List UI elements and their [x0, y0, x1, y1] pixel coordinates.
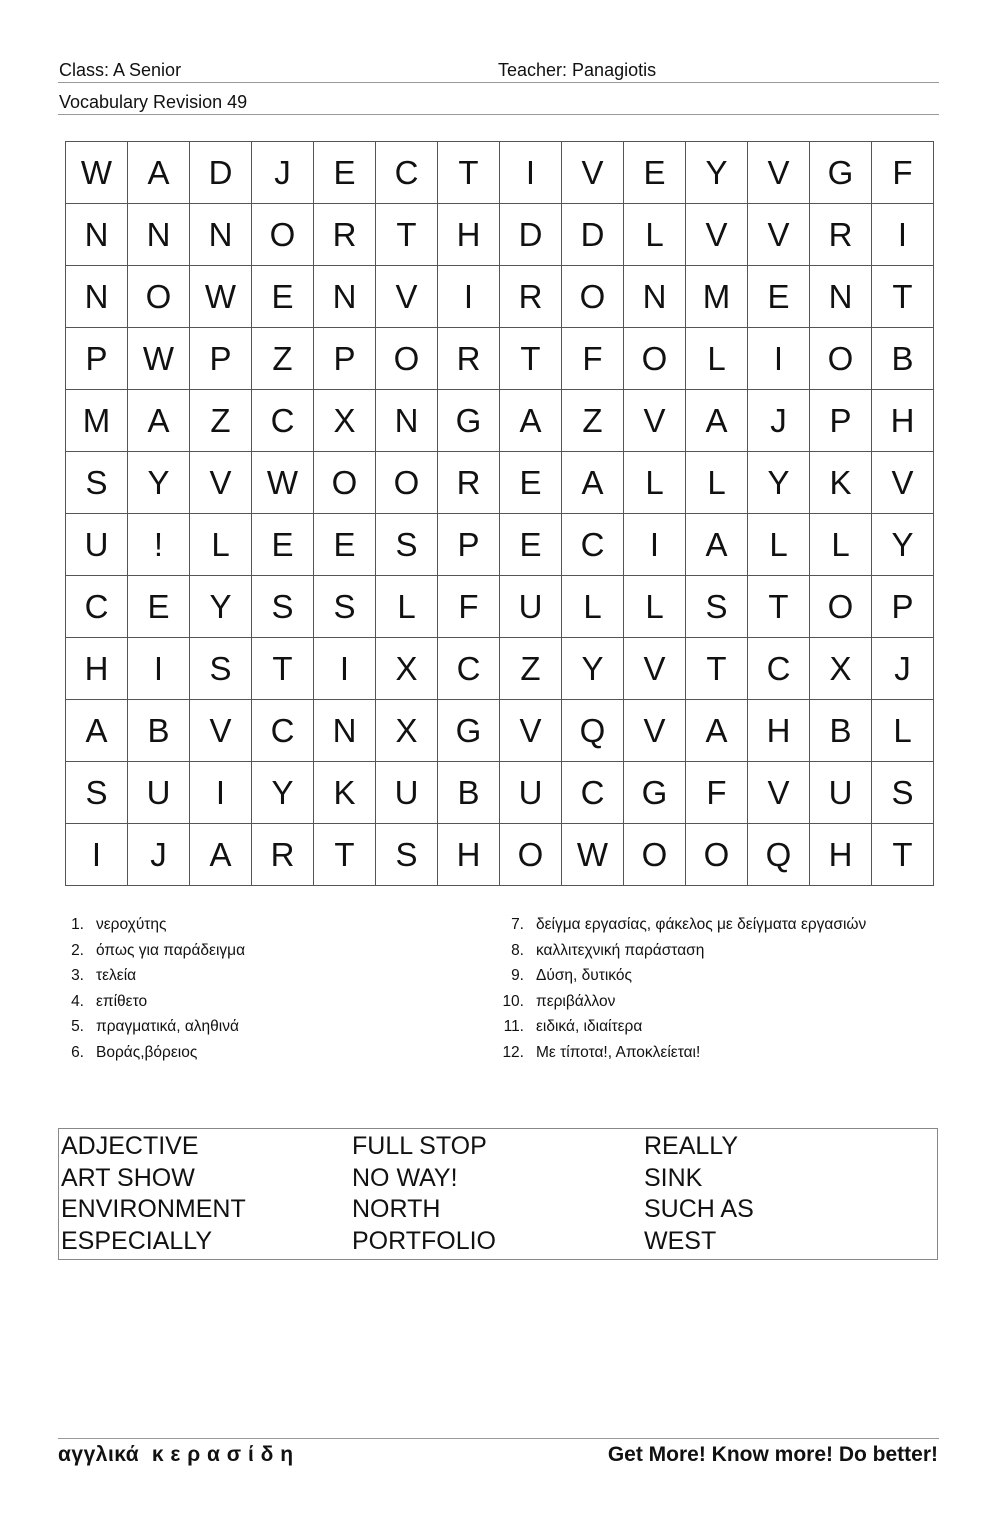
word-bank-word: NO WAY!: [352, 1163, 458, 1192]
clue-number: 7.: [511, 916, 524, 933]
grid-cell: N: [376, 390, 438, 452]
grid-cell: I: [128, 638, 190, 700]
grid-row: [66, 142, 934, 204]
grid-cell: N: [314, 700, 376, 762]
grid-cell: V: [624, 700, 686, 762]
grid-cell: O: [810, 328, 872, 390]
grid-cell: V: [748, 204, 810, 266]
word-bank-word: PORTFOLIO: [352, 1226, 497, 1255]
grid-row: [66, 452, 934, 514]
clue-item: [60, 1014, 245, 1040]
grid-cell: V: [686, 204, 748, 266]
grid-cell: F: [438, 576, 500, 638]
clue-item: [492, 1040, 866, 1066]
grid-cell: E: [128, 576, 190, 638]
grid-cell: R: [314, 204, 376, 266]
grid-cell: !: [128, 514, 190, 576]
grid-cell: U: [810, 762, 872, 824]
grid-cell: E: [314, 514, 376, 576]
word-bank: [58, 1128, 938, 1260]
grid-cell: I: [314, 638, 376, 700]
grid-cell: B: [872, 328, 934, 390]
clue-text: Με τίποτα!, Αποκλείεται!: [536, 1043, 701, 1061]
grid-cell: A: [128, 142, 190, 204]
grid-cell: H: [66, 638, 128, 700]
grid-cell: L: [686, 452, 748, 514]
grid-cell: O: [376, 452, 438, 514]
grid-cell: Y: [128, 452, 190, 514]
grid-cell: E: [314, 142, 376, 204]
grid-cell: X: [376, 700, 438, 762]
grid-cell: C: [748, 638, 810, 700]
grid-cell: E: [252, 266, 314, 328]
grid-cell: Y: [686, 142, 748, 204]
grid-cell: W: [128, 328, 190, 390]
grid-cell: D: [562, 204, 624, 266]
grid-cell: E: [748, 266, 810, 328]
word-bank-word: FULL STOP: [352, 1132, 487, 1160]
grid-cell: W: [190, 266, 252, 328]
clue-text: καλλιτεχνική παράσταση: [536, 941, 705, 959]
grid-cell: X: [314, 390, 376, 452]
clue-item: [492, 989, 866, 1015]
grid-cell: L: [872, 700, 934, 762]
grid-cell: Q: [748, 824, 810, 886]
grid-cell: U: [376, 762, 438, 824]
grid-cell: S: [376, 514, 438, 576]
grid-cell: H: [438, 204, 500, 266]
word-bank-word: ESPECIALLY: [61, 1226, 213, 1255]
grid-cell: T: [314, 824, 376, 886]
grid-cell: J: [872, 638, 934, 700]
grid-cell: T: [872, 266, 934, 328]
grid-cell: N: [190, 204, 252, 266]
grid-cell: I: [190, 762, 252, 824]
grid-cell: N: [66, 204, 128, 266]
grid-cell: U: [500, 762, 562, 824]
clue-number: 12.: [502, 1043, 524, 1061]
grid-cell: L: [190, 514, 252, 576]
grid-cell: D: [500, 204, 562, 266]
grid-row: [66, 824, 934, 886]
clue-number: 10.: [502, 992, 524, 1010]
footer-brand: αγγλικά κ ε ρ α σ ί δ η: [58, 1443, 294, 1466]
grid-cell: K: [810, 452, 872, 514]
grid-cell: V: [500, 700, 562, 762]
clue-number: 11.: [503, 1018, 524, 1036]
grid-cell: Z: [500, 638, 562, 700]
grid-cell: P: [314, 328, 376, 390]
clue-number: 4.: [71, 992, 84, 1010]
clue-item: [492, 938, 866, 964]
grid-cell: C: [562, 762, 624, 824]
grid-cell: A: [686, 700, 748, 762]
grid-cell: I: [748, 328, 810, 390]
grid-cell: B: [438, 762, 500, 824]
grid-cell: Y: [872, 514, 934, 576]
grid-cell: R: [252, 824, 314, 886]
grid-row: [66, 328, 934, 390]
grid-row: [66, 204, 934, 266]
clue-text: όπως για παράδειγμα: [96, 941, 246, 959]
grid-row: [66, 700, 934, 762]
grid-cell: N: [66, 266, 128, 328]
clue-number: 9.: [511, 967, 524, 985]
grid-cell: L: [376, 576, 438, 638]
grid-cell: W: [562, 824, 624, 886]
grid-cell: S: [252, 576, 314, 638]
grid-row: [66, 576, 934, 638]
header-divider: [58, 82, 939, 83]
clue-text: ειδικά, ιδιαίτερα: [536, 1018, 643, 1036]
grid-cell: P: [66, 328, 128, 390]
grid-cell: O: [252, 204, 314, 266]
clue-text: πραγματικά, αληθινά: [96, 1018, 239, 1036]
worksheet-subtitle: Vocabulary Revision 49: [59, 92, 248, 112]
grid-cell: M: [686, 266, 748, 328]
grid-cell: N: [624, 266, 686, 328]
subtitle-divider: [58, 114, 939, 115]
grid-row: [66, 638, 934, 700]
grid-cell: Y: [748, 452, 810, 514]
grid-cell: H: [810, 824, 872, 886]
grid-cell: Y: [252, 762, 314, 824]
grid-cell: C: [66, 576, 128, 638]
grid-cell: L: [686, 328, 748, 390]
grid-cell: S: [66, 452, 128, 514]
grid-cell: F: [686, 762, 748, 824]
grid-cell: K: [314, 762, 376, 824]
grid-cell: I: [438, 266, 500, 328]
clue-text: νεροχύτης: [96, 916, 167, 933]
grid-cell: I: [872, 204, 934, 266]
clue-item: [60, 912, 245, 938]
grid-cell: Z: [190, 390, 252, 452]
grid-cell: V: [624, 390, 686, 452]
clue-text: περιβάλλον: [536, 992, 616, 1010]
grid-cell: P: [872, 576, 934, 638]
teacher-label: Teacher: Panagiotis: [498, 60, 657, 80]
word-bank-word: SUCH AS: [644, 1195, 754, 1224]
grid-cell: N: [128, 204, 190, 266]
grid-cell: F: [562, 328, 624, 390]
grid-cell: U: [66, 514, 128, 576]
grid-cell: L: [624, 452, 686, 514]
grid-cell: C: [438, 638, 500, 700]
grid-cell: P: [190, 328, 252, 390]
grid-cell: O: [128, 266, 190, 328]
grid-cell: E: [500, 452, 562, 514]
word-bank-word: ART SHOW: [61, 1163, 195, 1192]
grid-cell: V: [624, 638, 686, 700]
clue-item: [60, 963, 245, 989]
grid-cell: G: [624, 762, 686, 824]
clue-list-left: [60, 912, 245, 1066]
clue-text: δείγμα εργασίας, φάκελος με δείγματα εργασιών: [536, 916, 867, 933]
word-bank-column: [61, 1131, 246, 1257]
clue-number: 5.: [71, 1018, 84, 1036]
grid-cell: Y: [190, 576, 252, 638]
grid-cell: H: [748, 700, 810, 762]
grid-cell: G: [438, 390, 500, 452]
grid-cell: N: [810, 266, 872, 328]
grid-cell: O: [376, 328, 438, 390]
word-bank-word: SINK: [644, 1163, 703, 1192]
grid-cell: H: [438, 824, 500, 886]
clue-item: [60, 1040, 245, 1066]
grid-cell: E: [624, 142, 686, 204]
grid-cell: P: [810, 390, 872, 452]
clue-number: 1.: [71, 916, 84, 933]
clue-text: τελεία: [96, 967, 137, 985]
grid-cell: L: [748, 514, 810, 576]
grid-cell: A: [128, 390, 190, 452]
grid-cell: L: [624, 576, 686, 638]
grid-cell: T: [376, 204, 438, 266]
grid-cell: A: [686, 514, 748, 576]
grid-cell: G: [810, 142, 872, 204]
word-bank-word: WEST: [644, 1226, 717, 1255]
grid-cell: Z: [562, 390, 624, 452]
grid-row: [66, 266, 934, 328]
word-bank-word: NORTH: [352, 1195, 441, 1224]
grid-cell: G: [438, 700, 500, 762]
grid-cell: I: [66, 824, 128, 886]
grid-cell: Z: [252, 328, 314, 390]
clue-text: Βοράς,βόρειος: [96, 1043, 198, 1061]
grid-cell: O: [810, 576, 872, 638]
grid-cell: C: [252, 390, 314, 452]
grid-cell: V: [748, 762, 810, 824]
grid-cell: S: [686, 576, 748, 638]
clue-list-right: [492, 912, 866, 1066]
clue-item: [492, 912, 866, 938]
grid-cell: T: [748, 576, 810, 638]
grid-cell: O: [624, 328, 686, 390]
word-bank-column: [352, 1131, 496, 1257]
grid-cell: T: [500, 328, 562, 390]
clue-number: 6.: [71, 1043, 84, 1061]
grid-cell: P: [438, 514, 500, 576]
grid-cell: X: [376, 638, 438, 700]
grid-cell: S: [314, 576, 376, 638]
grid-cell: X: [810, 638, 872, 700]
grid-cell: W: [252, 452, 314, 514]
clue-text: επίθετο: [96, 992, 148, 1010]
grid-cell: A: [686, 390, 748, 452]
clue-text: Δύση, δυτικός: [536, 967, 632, 985]
grid-cell: V: [190, 452, 252, 514]
grid-cell: N: [314, 266, 376, 328]
grid-cell: B: [128, 700, 190, 762]
grid-cell: J: [128, 824, 190, 886]
grid-cell: A: [190, 824, 252, 886]
word-bank-word: ADJECTIVE: [61, 1132, 199, 1160]
grid-cell: W: [66, 142, 128, 204]
grid-cell: E: [252, 514, 314, 576]
grid-cell: O: [686, 824, 748, 886]
clue-number: 2.: [71, 941, 84, 959]
clue-number: 8.: [511, 941, 524, 959]
grid-cell: M: [66, 390, 128, 452]
grid-cell: I: [500, 142, 562, 204]
grid-cell: J: [748, 390, 810, 452]
grid-cell: R: [438, 328, 500, 390]
grid-cell: E: [500, 514, 562, 576]
grid-cell: O: [314, 452, 376, 514]
grid-cell: T: [252, 638, 314, 700]
grid-cell: R: [500, 266, 562, 328]
grid-cell: U: [500, 576, 562, 638]
grid-cell: L: [624, 204, 686, 266]
grid-cell: O: [500, 824, 562, 886]
grid-cell: T: [686, 638, 748, 700]
grid-cell: F: [872, 142, 934, 204]
grid-cell: V: [562, 142, 624, 204]
grid-cell: R: [438, 452, 500, 514]
grid-cell: V: [376, 266, 438, 328]
grid-cell: S: [872, 762, 934, 824]
grid-cell: S: [190, 638, 252, 700]
word-bank-word: ENVIRONMENT: [61, 1195, 246, 1224]
grid-cell: C: [562, 514, 624, 576]
class-label: Class: A Senior: [59, 60, 182, 80]
grid-cell: R: [810, 204, 872, 266]
word-bank-column: [644, 1131, 754, 1257]
grid-cell: J: [252, 142, 314, 204]
clue-item: [60, 938, 245, 964]
grid-cell: A: [66, 700, 128, 762]
grid-cell: S: [376, 824, 438, 886]
grid-cell: U: [128, 762, 190, 824]
clue-item: [60, 989, 245, 1015]
grid-cell: A: [562, 452, 624, 514]
grid-cell: O: [624, 824, 686, 886]
grid-cell: C: [252, 700, 314, 762]
word-search-grid: [65, 141, 934, 886]
grid-row: [66, 762, 934, 824]
footer-divider: [58, 1438, 939, 1439]
grid-cell: S: [66, 762, 128, 824]
grid-cell: Y: [562, 638, 624, 700]
grid-cell: D: [190, 142, 252, 204]
grid-cell: A: [500, 390, 562, 452]
word-bank-word: REALLY: [644, 1132, 739, 1160]
grid-cell: T: [872, 824, 934, 886]
grid-cell: L: [810, 514, 872, 576]
grid-cell: L: [562, 576, 624, 638]
grid-cell: B: [810, 700, 872, 762]
clue-item: [492, 963, 866, 989]
clue-item: [492, 1014, 866, 1040]
grid-cell: H: [872, 390, 934, 452]
grid-cell: T: [438, 142, 500, 204]
grid-cell: O: [562, 266, 624, 328]
grid-cell: V: [190, 700, 252, 762]
grid-cell: C: [376, 142, 438, 204]
grid-cell: I: [624, 514, 686, 576]
grid-row: [66, 390, 934, 452]
grid-cell: Q: [562, 700, 624, 762]
grid-cell: V: [872, 452, 934, 514]
grid-cell: V: [748, 142, 810, 204]
footer-slogan: Get More! Know more! Do better!: [607, 1443, 938, 1466]
grid-row: [66, 514, 934, 576]
clue-number: 3.: [71, 967, 84, 985]
